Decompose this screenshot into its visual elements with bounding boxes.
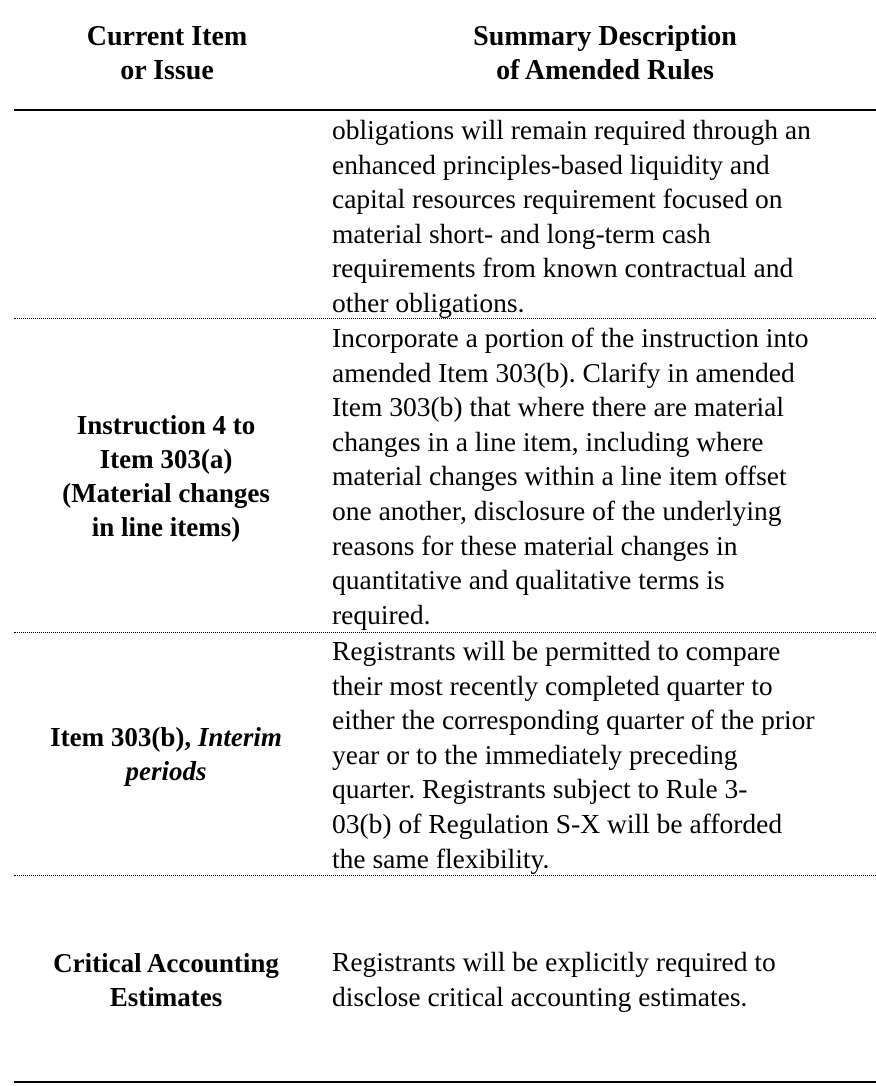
column-header-line: Current Item (86, 21, 248, 52)
table-row-description (332, 877, 872, 1082)
description-line: enhanced principles-based liquidity and (332, 148, 770, 180)
description-line: material changes within a line item offset (332, 460, 787, 492)
table-row-item (16, 320, 316, 632)
row-divider (14, 632, 876, 633)
description-line: reasons for these material changes in (332, 529, 738, 561)
description-line: material short- and long-term cash (332, 217, 711, 249)
item-line: in line items) (91, 512, 241, 542)
description-line: 03(b) of Regulation S-X will be afforded (332, 807, 783, 839)
description-line: changes in a line item, including where (332, 425, 764, 457)
item-line: Critical Accounting (53, 947, 279, 978)
description-line: Item 303(b) that where there are material (332, 391, 784, 423)
item-line (50, 720, 282, 754)
description-line: amended Item 303(b). Clarify in amended (332, 356, 795, 388)
table-row-item (16, 634, 316, 874)
row-divider (14, 318, 876, 319)
description-line: quantitative and qualitative terms is (332, 564, 725, 596)
item-italic-text: periods (125, 756, 207, 786)
description-line: quarter. Registrants subject to Rule 3- (332, 773, 748, 805)
item-text: Item 303(b), (50, 722, 198, 752)
column-header-summary (334, 20, 876, 88)
column-header-line: or Issue (120, 55, 214, 86)
description-line: the same flexibility. (332, 842, 550, 874)
description-line: other obligations. (332, 286, 525, 318)
description-line: obligations will remain required through an (332, 114, 811, 145)
table-row-description (332, 321, 872, 632)
row-divider (14, 875, 876, 876)
table-row-description (332, 113, 872, 321)
description-line: Registrants will be explicitly required to (332, 945, 776, 977)
description-line: either the corresponding quarter of the prior (332, 704, 815, 736)
item-line: Instruction 4 to (76, 410, 256, 440)
table-bottom-rule (14, 1081, 876, 1083)
item-line: (Material changes (62, 478, 270, 508)
description-line: year or to the immediately preceding (332, 738, 738, 770)
description-line: capital resources requirement focused on (332, 183, 783, 215)
description-line: one another, disclosure of the underlying (332, 494, 782, 526)
description-line: requirements from known contractual and (332, 252, 794, 284)
description-line: required. (332, 598, 431, 630)
item-line: Item 303(a) (99, 444, 233, 474)
description-line: their most recently completed quarter to (332, 669, 773, 701)
description-line: Incorporate a portion of the instruction into (332, 322, 809, 353)
description-line: Registrants will be permitted to compare (332, 635, 781, 666)
header-divider (14, 109, 876, 111)
description-line: disclose critical accounting estimates. (332, 980, 748, 1012)
table-row-item (16, 877, 316, 1082)
column-header-current-item (0, 20, 334, 88)
item-line: Estimates (109, 981, 223, 1012)
table-row-description (332, 634, 872, 876)
item-italic-text: Interim (197, 722, 282, 752)
column-header-line: Summary Description (473, 21, 737, 52)
column-header-line: of Amended Rules (496, 55, 714, 86)
